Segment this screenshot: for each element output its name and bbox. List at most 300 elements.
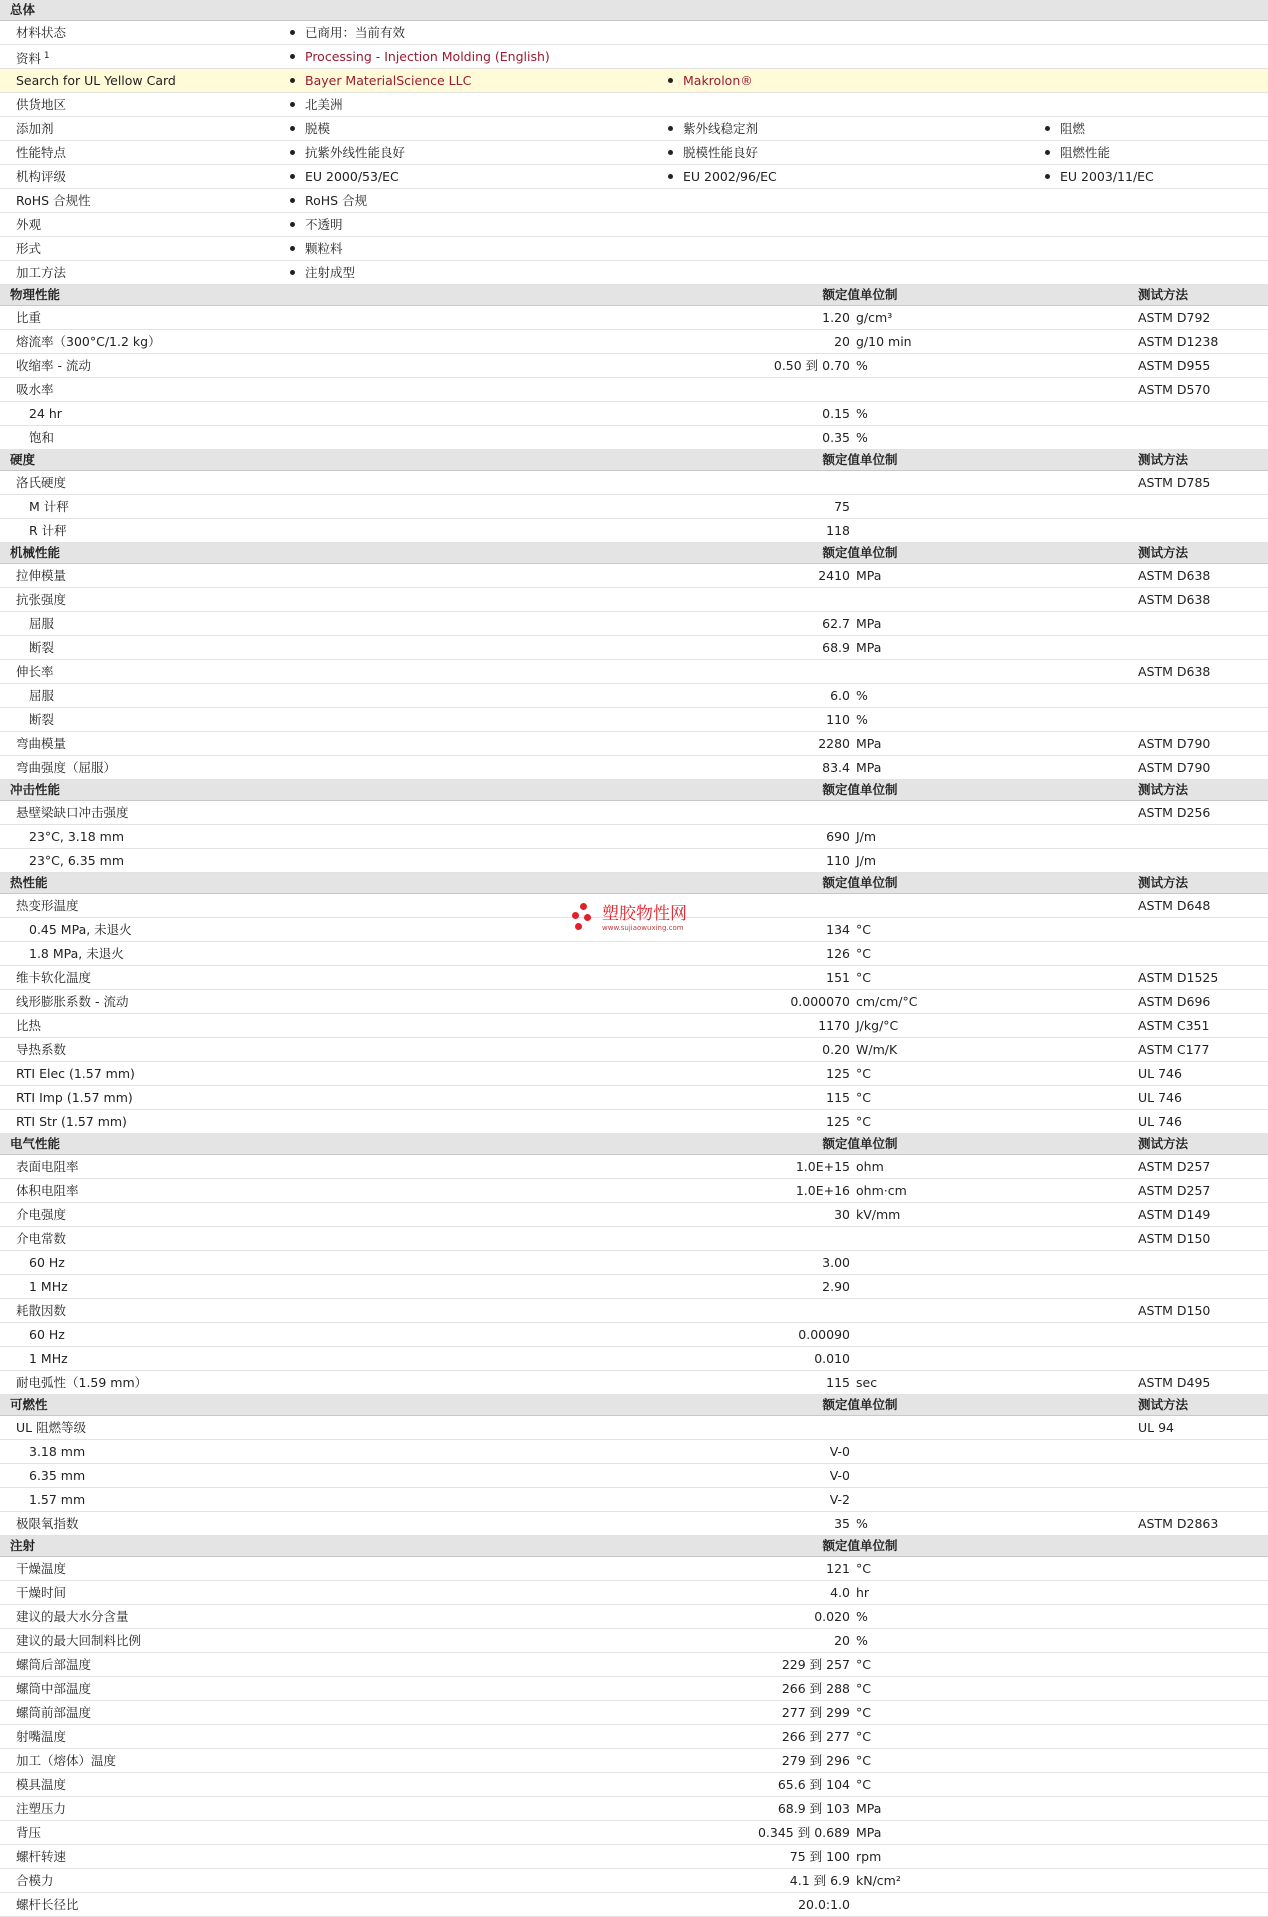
property-value: 0.010 bbox=[814, 1351, 850, 1366]
header-unit: 单位制 bbox=[860, 875, 898, 890]
general-row bbox=[0, 237, 1268, 261]
property-label: 1.57 mm bbox=[29, 1492, 86, 1507]
property-row bbox=[0, 825, 1268, 849]
property-value: 3.00 bbox=[822, 1255, 850, 1270]
property-unit: °C bbox=[856, 1681, 871, 1696]
property-unit: MPa bbox=[856, 568, 882, 583]
property-value: 266 到 277 bbox=[781, 1729, 850, 1744]
section-title: 注射 bbox=[10, 1538, 36, 1553]
property-unit: J/m bbox=[856, 853, 877, 868]
property-label: 饱和 bbox=[29, 430, 55, 445]
property-label: 合模力 bbox=[16, 1873, 54, 1888]
property-row bbox=[0, 1725, 1268, 1749]
section-title: 总体 bbox=[10, 2, 36, 17]
property-row bbox=[0, 684, 1268, 708]
general-value bbox=[668, 117, 758, 140]
property-row bbox=[0, 1512, 1268, 1536]
property-label: 1 MHz bbox=[29, 1279, 68, 1294]
property-label: 导热系数 bbox=[16, 1042, 67, 1057]
property-label: M 计秤 bbox=[29, 499, 69, 514]
property-label: 3.18 mm bbox=[29, 1444, 86, 1459]
general-label: 添加剂 bbox=[16, 121, 54, 136]
property-row bbox=[0, 1557, 1268, 1581]
test-method: ASTM D638 bbox=[1138, 592, 1211, 607]
value-text: 颗粒料 bbox=[305, 241, 343, 256]
property-label: 断裂 bbox=[29, 640, 55, 655]
general-value bbox=[290, 237, 343, 260]
test-method: ASTM D638 bbox=[1138, 664, 1211, 679]
value-text: 阻燃性能 bbox=[1060, 145, 1111, 160]
property-label: 熔流率（300°C/1.2 kg） bbox=[16, 334, 161, 349]
property-value: 20.0:1.0 bbox=[798, 1897, 850, 1912]
test-method: ASTM D570 bbox=[1138, 382, 1211, 397]
bullet-icon bbox=[1045, 126, 1050, 131]
property-row bbox=[0, 1062, 1268, 1086]
link-text[interactable]: Processing - Injection Molding (English) bbox=[305, 49, 550, 64]
general-label: 材料状态 bbox=[16, 25, 67, 40]
general-value bbox=[290, 21, 405, 44]
general-value bbox=[290, 189, 367, 212]
property-unit: °C bbox=[856, 1705, 871, 1720]
property-row bbox=[0, 1797, 1268, 1821]
general-label: RoHS 合规性 bbox=[16, 193, 91, 208]
property-unit: MPa bbox=[856, 1825, 882, 1840]
property-row bbox=[0, 402, 1268, 426]
section-title: 硬度 bbox=[10, 452, 36, 467]
property-unit: °C bbox=[856, 1561, 871, 1576]
property-unit: °C bbox=[856, 970, 871, 985]
property-label: 比热 bbox=[16, 1018, 42, 1033]
property-value: 0.000070 bbox=[790, 994, 850, 1009]
property-unit: rpm bbox=[856, 1849, 882, 1864]
property-unit: g/10 min bbox=[856, 334, 912, 349]
property-label: 收缩率 - 流动 bbox=[16, 358, 91, 373]
property-unit: MPa bbox=[856, 616, 882, 631]
property-row bbox=[0, 1275, 1268, 1299]
property-value: 690 bbox=[826, 829, 850, 844]
property-unit: MPa bbox=[856, 736, 882, 751]
property-value: 1170 bbox=[818, 1018, 850, 1033]
test-method: ASTM D495 bbox=[1138, 1375, 1211, 1390]
section-title: 冲击性能 bbox=[10, 782, 61, 797]
property-value: 2.90 bbox=[822, 1279, 850, 1294]
bullet-icon bbox=[290, 222, 295, 227]
link-item[interactable] bbox=[290, 45, 550, 68]
section-header bbox=[0, 1536, 1268, 1557]
property-row bbox=[0, 354, 1268, 378]
bullet-icon bbox=[668, 126, 673, 131]
property-unit: °C bbox=[856, 1066, 871, 1081]
property-unit: % bbox=[856, 358, 868, 373]
section-header bbox=[0, 450, 1268, 471]
property-row bbox=[0, 636, 1268, 660]
test-method: ASTM D790 bbox=[1138, 760, 1211, 775]
property-label: 比重 bbox=[16, 310, 42, 325]
property-unit: % bbox=[856, 688, 868, 703]
general-row bbox=[0, 141, 1268, 165]
bullet-icon bbox=[290, 270, 295, 275]
property-row bbox=[0, 1155, 1268, 1179]
property-unit: MPa bbox=[856, 760, 882, 775]
property-row bbox=[0, 1371, 1268, 1395]
general-label: 形式 bbox=[16, 241, 42, 256]
property-row bbox=[0, 495, 1268, 519]
test-method: ASTM D257 bbox=[1138, 1183, 1211, 1198]
section-title: 电气性能 bbox=[10, 1136, 61, 1151]
property-label: 热变形温度 bbox=[16, 898, 79, 913]
property-value: 6.0 bbox=[830, 688, 850, 703]
property-label: 螺杆长径比 bbox=[16, 1897, 79, 1912]
header-value: 额定值 bbox=[822, 1538, 860, 1553]
test-method: ASTM C177 bbox=[1138, 1042, 1210, 1057]
test-method: ASTM D785 bbox=[1138, 475, 1211, 490]
property-value: 0.35 bbox=[822, 430, 850, 445]
header-method: 测试方法 bbox=[1138, 875, 1189, 890]
general-label: 外观 bbox=[16, 217, 42, 232]
property-unit: W/m/K bbox=[856, 1042, 898, 1057]
value-text: EU 2003/11/EC bbox=[1060, 169, 1154, 184]
test-method: ASTM D256 bbox=[1138, 805, 1211, 820]
bullet-icon bbox=[290, 198, 295, 203]
property-value: 1.0E+15 bbox=[795, 1159, 850, 1174]
property-unit: % bbox=[856, 406, 868, 421]
property-label: 体积电阻率 bbox=[16, 1183, 79, 1198]
property-label: 耐电弧性（1.59 mm） bbox=[16, 1375, 148, 1390]
property-value: V-0 bbox=[829, 1468, 850, 1483]
property-row bbox=[0, 732, 1268, 756]
property-label: 螺筒前部温度 bbox=[16, 1705, 92, 1720]
general-value bbox=[290, 117, 330, 140]
header-value: 额定值 bbox=[822, 545, 860, 560]
link-item[interactable] bbox=[668, 69, 753, 92]
property-row bbox=[0, 1464, 1268, 1488]
property-row bbox=[0, 990, 1268, 1014]
property-row bbox=[0, 966, 1268, 990]
bullet-icon bbox=[290, 150, 295, 155]
property-label: 23°C, 6.35 mm bbox=[29, 853, 124, 868]
property-row bbox=[0, 1347, 1268, 1371]
test-method: ASTM D150 bbox=[1138, 1231, 1211, 1246]
general-row bbox=[0, 117, 1268, 141]
section-header bbox=[0, 873, 1268, 894]
general-value bbox=[290, 261, 355, 284]
property-label: 背压 bbox=[16, 1825, 42, 1840]
property-row bbox=[0, 1014, 1268, 1038]
general-label: Search for UL Yellow Card bbox=[16, 73, 176, 88]
property-row bbox=[0, 471, 1268, 495]
link-text[interactable]: Makrolon® bbox=[683, 73, 753, 88]
test-method: UL 746 bbox=[1138, 1114, 1182, 1129]
property-unit: MPa bbox=[856, 640, 882, 655]
general-row bbox=[0, 213, 1268, 237]
property-row bbox=[0, 708, 1268, 732]
property-unit: cm/cm/°C bbox=[856, 994, 918, 1009]
general-row bbox=[0, 261, 1268, 285]
property-label: 屈服 bbox=[29, 688, 55, 703]
property-label: 注塑压力 bbox=[16, 1801, 67, 1816]
property-row bbox=[0, 1323, 1268, 1347]
property-row bbox=[0, 1605, 1268, 1629]
property-value: 1.20 bbox=[822, 310, 850, 325]
property-value: 0.50 到 0.70 bbox=[773, 358, 850, 373]
property-unit: J/kg/°C bbox=[856, 1018, 899, 1033]
link-item[interactable] bbox=[290, 69, 471, 92]
property-row bbox=[0, 1251, 1268, 1275]
header-method: 测试方法 bbox=[1138, 1136, 1189, 1151]
property-label: 60 Hz bbox=[29, 1255, 65, 1270]
header-unit: 单位制 bbox=[860, 1538, 898, 1553]
property-value: 35 bbox=[834, 1516, 850, 1531]
property-label: 极限氧指数 bbox=[16, 1516, 79, 1531]
header-value: 额定值 bbox=[822, 1397, 860, 1412]
property-label: 螺筒后部温度 bbox=[16, 1657, 92, 1672]
property-unit: % bbox=[856, 1609, 868, 1624]
property-row bbox=[0, 1629, 1268, 1653]
section-header bbox=[0, 1134, 1268, 1155]
property-value: 2280 bbox=[818, 736, 850, 751]
general-value bbox=[668, 141, 758, 164]
property-row bbox=[0, 1038, 1268, 1062]
property-label: 0.45 MPa, 未退火 bbox=[29, 922, 132, 937]
property-value: 110 bbox=[826, 853, 850, 868]
test-method: ASTM D1525 bbox=[1138, 970, 1219, 985]
general-label: 性能特点 bbox=[16, 145, 67, 160]
section-header bbox=[0, 543, 1268, 564]
bullet-icon bbox=[1045, 174, 1050, 179]
property-row bbox=[0, 1677, 1268, 1701]
property-unit: hr bbox=[856, 1585, 870, 1600]
property-unit: °C bbox=[856, 1657, 871, 1672]
section-title: 机械性能 bbox=[10, 545, 61, 560]
property-value: 20 bbox=[834, 1633, 850, 1648]
property-unit: kV/mm bbox=[856, 1207, 901, 1222]
property-value: 68.9 bbox=[822, 640, 850, 655]
header-unit: 单位制 bbox=[860, 1397, 898, 1412]
property-row bbox=[0, 1821, 1268, 1845]
property-label: 射嘴温度 bbox=[16, 1729, 67, 1744]
property-row bbox=[0, 588, 1268, 612]
property-unit: MPa bbox=[856, 1801, 882, 1816]
property-value: V-0 bbox=[829, 1444, 850, 1459]
bullet-icon bbox=[668, 78, 673, 83]
property-label: RTI Elec (1.57 mm) bbox=[16, 1066, 135, 1081]
property-unit: °C bbox=[856, 946, 871, 961]
property-value: 4.0 bbox=[830, 1585, 850, 1600]
test-method: ASTM D257 bbox=[1138, 1159, 1211, 1174]
header-method: 测试方法 bbox=[1138, 545, 1189, 560]
property-row bbox=[0, 1773, 1268, 1797]
property-label: 23°C, 3.18 mm bbox=[29, 829, 124, 844]
property-unit: % bbox=[856, 712, 868, 727]
bullet-icon bbox=[290, 54, 295, 59]
watermark-logo bbox=[572, 903, 702, 935]
header-value: 额定值 bbox=[822, 452, 860, 467]
property-label: 抗张强度 bbox=[16, 592, 67, 607]
test-method: ASTM D696 bbox=[1138, 994, 1211, 1009]
general-label: 资料 $^1$ bbox=[16, 51, 50, 67]
test-method: UL 746 bbox=[1138, 1066, 1182, 1081]
property-row bbox=[0, 1086, 1268, 1110]
property-value: 115 bbox=[826, 1375, 850, 1390]
test-method: ASTM C351 bbox=[1138, 1018, 1210, 1033]
property-unit: °C bbox=[856, 1753, 871, 1768]
property-row bbox=[0, 1416, 1268, 1440]
property-unit: % bbox=[856, 1633, 868, 1648]
property-row bbox=[0, 1653, 1268, 1677]
property-label: 螺杆转速 bbox=[16, 1849, 67, 1864]
general-value bbox=[668, 165, 777, 188]
property-label: 屈服 bbox=[29, 616, 55, 631]
value-text: 已商用：当前有效 bbox=[305, 25, 406, 40]
property-value: 266 到 288 bbox=[781, 1681, 850, 1696]
section-title: 可燃性 bbox=[10, 1397, 48, 1412]
property-unit: kN/cm² bbox=[856, 1873, 901, 1888]
property-value: 229 到 257 bbox=[781, 1657, 850, 1672]
general-value bbox=[290, 93, 343, 116]
property-label: 弯曲强度（屈服） bbox=[16, 760, 117, 775]
bullet-icon bbox=[668, 174, 673, 179]
value-text: 北美洲 bbox=[305, 97, 343, 112]
value-text: RoHS 合规 bbox=[305, 193, 368, 208]
property-label: 模具温度 bbox=[16, 1777, 67, 1792]
general-label: 机构评级 bbox=[16, 169, 67, 184]
property-label: 介电常数 bbox=[16, 1231, 67, 1246]
header-value: 额定值 bbox=[822, 1136, 860, 1151]
property-label: 耗散因数 bbox=[16, 1303, 67, 1318]
property-value: 0.020 bbox=[814, 1609, 850, 1624]
general-row bbox=[0, 165, 1268, 189]
test-method: ASTM D648 bbox=[1138, 898, 1211, 913]
property-unit: % bbox=[856, 1516, 868, 1531]
header-value: 额定值 bbox=[822, 875, 860, 890]
section-title: 物理性能 bbox=[10, 287, 61, 302]
property-unit: °C bbox=[856, 1090, 871, 1105]
general-row bbox=[0, 45, 1268, 69]
section-title: 热性能 bbox=[10, 875, 48, 890]
property-value: 4.1 到 6.9 bbox=[789, 1873, 850, 1888]
property-label: 线形膨胀系数 - 流动 bbox=[16, 994, 129, 1009]
property-row bbox=[0, 1203, 1268, 1227]
value-text: 抗紫外线性能良好 bbox=[305, 145, 406, 160]
property-label: 维卡软化温度 bbox=[16, 970, 92, 985]
general-row bbox=[0, 93, 1268, 117]
property-row bbox=[0, 564, 1268, 588]
property-unit: g/cm³ bbox=[856, 310, 893, 325]
header-unit: 单位制 bbox=[860, 287, 898, 302]
property-row bbox=[0, 849, 1268, 873]
property-label: 60 Hz bbox=[29, 1327, 65, 1342]
property-label: 表面电阻率 bbox=[16, 1159, 79, 1174]
property-row bbox=[0, 1581, 1268, 1605]
property-row bbox=[0, 426, 1268, 450]
test-method: UL 94 bbox=[1138, 1420, 1174, 1435]
property-label: 洛氏硬度 bbox=[16, 475, 67, 490]
property-value: 2410 bbox=[818, 568, 850, 583]
property-value: 0.20 bbox=[822, 1042, 850, 1057]
bullet-icon bbox=[668, 150, 673, 155]
property-value: 279 到 296 bbox=[781, 1753, 850, 1768]
header-value: 额定值 bbox=[822, 287, 860, 302]
property-label: 6.35 mm bbox=[29, 1468, 86, 1483]
property-row bbox=[0, 1299, 1268, 1323]
property-row bbox=[0, 756, 1268, 780]
property-value: 151 bbox=[826, 970, 850, 985]
property-value: 277 到 299 bbox=[781, 1705, 850, 1720]
value-text: 不透明 bbox=[305, 217, 343, 232]
property-row bbox=[0, 330, 1268, 354]
property-unit: °C bbox=[856, 922, 871, 937]
bullet-icon bbox=[290, 174, 295, 179]
property-value: 75 到 100 bbox=[789, 1849, 850, 1864]
property-label: UL 阻燃等级 bbox=[16, 1420, 87, 1435]
property-value: 68.9 到 103 bbox=[777, 1801, 850, 1816]
property-label: 弯曲模量 bbox=[16, 736, 67, 751]
header-value: 额定值 bbox=[822, 782, 860, 797]
general-label: 供货地区 bbox=[16, 97, 67, 112]
property-value: 20 bbox=[834, 334, 850, 349]
header-unit: 单位制 bbox=[860, 782, 898, 797]
general-value bbox=[1045, 165, 1154, 188]
property-value: 126 bbox=[826, 946, 850, 961]
section-header-general bbox=[0, 0, 1268, 21]
property-label: 干燥温度 bbox=[16, 1561, 67, 1576]
test-method: ASTM D790 bbox=[1138, 736, 1211, 751]
logo-dots-icon bbox=[572, 903, 596, 931]
property-value: 0.15 bbox=[822, 406, 850, 421]
bullet-icon bbox=[290, 30, 295, 35]
property-label: 1 MHz bbox=[29, 1351, 68, 1366]
property-label: 介电强度 bbox=[16, 1207, 67, 1222]
header-method: 测试方法 bbox=[1138, 782, 1189, 797]
property-label: 24 hr bbox=[29, 406, 62, 421]
value-text: 脱模性能良好 bbox=[683, 145, 759, 160]
header-method: 测试方法 bbox=[1138, 287, 1189, 302]
property-label: 断裂 bbox=[29, 712, 55, 727]
property-label: R 计秤 bbox=[29, 523, 67, 538]
general-value bbox=[290, 165, 399, 188]
property-value: 83.4 bbox=[822, 760, 850, 775]
property-row bbox=[0, 612, 1268, 636]
header-method: 测试方法 bbox=[1138, 1397, 1189, 1412]
section-header bbox=[0, 1395, 1268, 1416]
general-row bbox=[0, 69, 1268, 93]
general-value bbox=[1045, 117, 1085, 140]
property-label: 1.8 MPa, 未退火 bbox=[29, 946, 124, 961]
test-method: ASTM D638 bbox=[1138, 568, 1211, 583]
test-method: UL 746 bbox=[1138, 1090, 1182, 1105]
property-unit: % bbox=[856, 430, 868, 445]
property-row bbox=[0, 660, 1268, 684]
property-value: 0.345 到 0.689 bbox=[757, 1825, 850, 1840]
property-row bbox=[0, 1701, 1268, 1725]
property-row bbox=[0, 306, 1268, 330]
property-label: 加工（熔体）温度 bbox=[16, 1753, 117, 1768]
general-row bbox=[0, 189, 1268, 213]
link-text[interactable]: Bayer MaterialScience LLC bbox=[305, 73, 472, 88]
logo-text: 塑胶物性网 bbox=[602, 904, 687, 924]
property-row bbox=[0, 942, 1268, 966]
property-value: 110 bbox=[826, 712, 850, 727]
property-row bbox=[0, 519, 1268, 543]
test-method: ASTM D955 bbox=[1138, 358, 1211, 373]
property-value: 125 bbox=[826, 1066, 850, 1081]
value-text: 阻燃 bbox=[1060, 121, 1086, 136]
logo-url: www.sujiaowuxing.com bbox=[602, 924, 684, 932]
property-row bbox=[0, 1227, 1268, 1251]
property-value: 30 bbox=[834, 1207, 850, 1222]
value-text: EU 2002/96/EC bbox=[683, 169, 777, 184]
property-value: 0.00090 bbox=[798, 1327, 850, 1342]
